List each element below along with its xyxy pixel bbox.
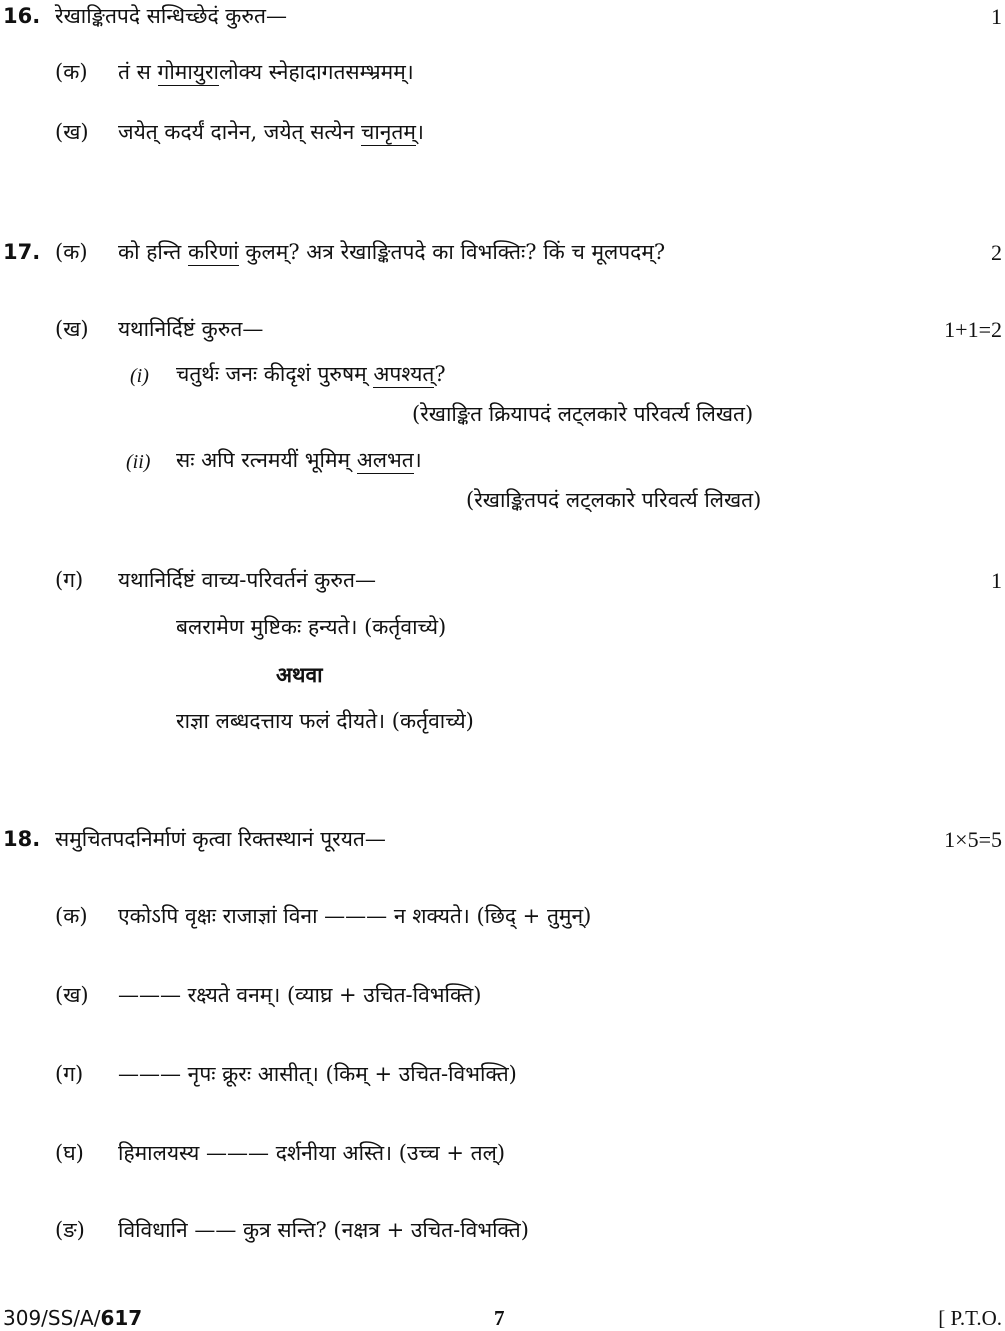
q18-item-text: विविधानि —— कुत्र सन्ति? (नक्षत्र + उचित-विभक्ति) bbox=[118, 1218, 529, 1242]
q18-marks: 1×5=5 bbox=[944, 827, 1002, 852]
q17-a-label: (क) bbox=[55, 240, 88, 264]
q18-item-label: (ख) bbox=[55, 983, 89, 1007]
q17-b-i-label: (i) bbox=[130, 365, 149, 387]
q16-b-underlined: चानृतम् bbox=[361, 120, 416, 144]
q16-a-pre: तं स bbox=[118, 60, 158, 84]
q17-b-i-pre: चतुर्थः जनः कीदृशं पुरुषम् bbox=[176, 362, 374, 386]
page-number: 7 bbox=[494, 1306, 505, 1330]
q16-a-post: लोक्य स्नेहादागतसम्भ्रमम्। bbox=[219, 60, 414, 84]
q17-b-ii-underlined: अलभत bbox=[356, 448, 414, 472]
q18-item-label: (ङ) bbox=[55, 1218, 85, 1242]
q16-a-label: (क) bbox=[55, 60, 88, 84]
q17-b-i-text bbox=[176, 362, 446, 387]
q18-item-text: एकोऽपि वृक्षः राजाज्ञां विना ——— न शक्यते। (छिद् + तुमुन्) bbox=[118, 904, 592, 928]
q17-a-text bbox=[118, 240, 665, 265]
q17-b-ii-post: । bbox=[413, 448, 422, 472]
q17-a-marks: 2 bbox=[991, 240, 1002, 265]
q17-c-line2: राज्ञा लब्धदत्ताय फलं दीयते। (कर्तृवाच्ये) bbox=[176, 709, 474, 733]
q18-item-label: (क) bbox=[55, 904, 88, 928]
q18-item-label: (घ) bbox=[55, 1141, 84, 1165]
q17-b-i-post: ? bbox=[434, 362, 446, 386]
q16-instruction: रेखाङ्कितपदे सन्धिच्छेदं कुरुत— bbox=[55, 4, 287, 28]
q16-b-text bbox=[118, 120, 424, 145]
q17-b-ii-pre: सः अपि रत्नमयीं भूमिम् bbox=[176, 448, 357, 472]
q18-item-text: ——— नृपः क्रूरः आसीत्। (किम् + उचित-विभक्ति) bbox=[118, 1062, 517, 1086]
question-number-17: 17. bbox=[3, 240, 41, 264]
question-number-16: 16. bbox=[3, 4, 41, 28]
q17-a-pre: को हन्ति bbox=[118, 240, 188, 264]
pto-note: [ P.T.O. bbox=[938, 1306, 1002, 1330]
paper-code-number: 617 bbox=[100, 1306, 143, 1330]
q18-instruction: समुचितपदनिर्माणं कृत्वा रिक्तस्थानं पूरयत— bbox=[55, 827, 386, 851]
q16-b-post: । bbox=[415, 120, 424, 144]
paper-code bbox=[3, 1306, 142, 1330]
q17-c-instruction: यथानिर्दिष्टं वाच्य-परिवर्तनं कुरुत— bbox=[118, 568, 376, 592]
q17-b-i-underlined: अपश्यत् bbox=[373, 362, 435, 386]
q17-a-underlined: करिणां bbox=[187, 240, 239, 264]
q16-a-underlined: गोमायुरा bbox=[157, 60, 219, 84]
q17-b-i-note: (रेखाङ्कित क्रियापदं लट्लकारे परिवर्त्य लिखत) bbox=[412, 402, 754, 426]
q17-b-label: (ख) bbox=[55, 317, 89, 341]
q18-item-text: ——— रक्ष्यते वनम्। (व्याघ्र + उचित-विभक्ति) bbox=[118, 983, 482, 1007]
q17-b-ii-text bbox=[176, 448, 422, 473]
q17-a-post: कुलम्? अत्र रेखाङ्कितपदे का विभक्तिः? किं च मूलपदम्? bbox=[238, 240, 666, 264]
q18-item-label: (ग) bbox=[55, 1062, 84, 1086]
q17-c-line1: बलरामेण मुष्टिकः हन्यते। (कर्तृवाच्ये) bbox=[176, 615, 447, 639]
paper-code-prefix: 309/SS/A/ bbox=[3, 1306, 101, 1330]
q17-b-ii-note: (रेखाङ्कितपदं लट्लकारे परिवर्त्य लिखत) bbox=[466, 488, 762, 512]
q16-b-label: (ख) bbox=[55, 120, 89, 144]
q17-b-marks: 1+1=2 bbox=[944, 317, 1002, 342]
q17-c-marks: 1 bbox=[991, 568, 1002, 593]
q17-b-ii-label: (ii) bbox=[126, 451, 151, 473]
question-number-18: 18. bbox=[3, 827, 41, 851]
q17-b-instruction: यथानिर्दिष्टं कुरुत— bbox=[118, 317, 264, 341]
q16-b-pre: जयेत् कदर्यं दानेन, जयेत् सत्येन bbox=[118, 120, 361, 144]
q16-a-text bbox=[118, 60, 414, 85]
q17-c-label: (ग) bbox=[55, 568, 84, 592]
q16-marks: 1 bbox=[991, 4, 1002, 29]
q18-item-text: हिमालयस्य ——— दर्शनीया अस्ति। (उच्च + तल्) bbox=[118, 1141, 506, 1165]
q17-c-or: अथवा bbox=[276, 662, 323, 687]
